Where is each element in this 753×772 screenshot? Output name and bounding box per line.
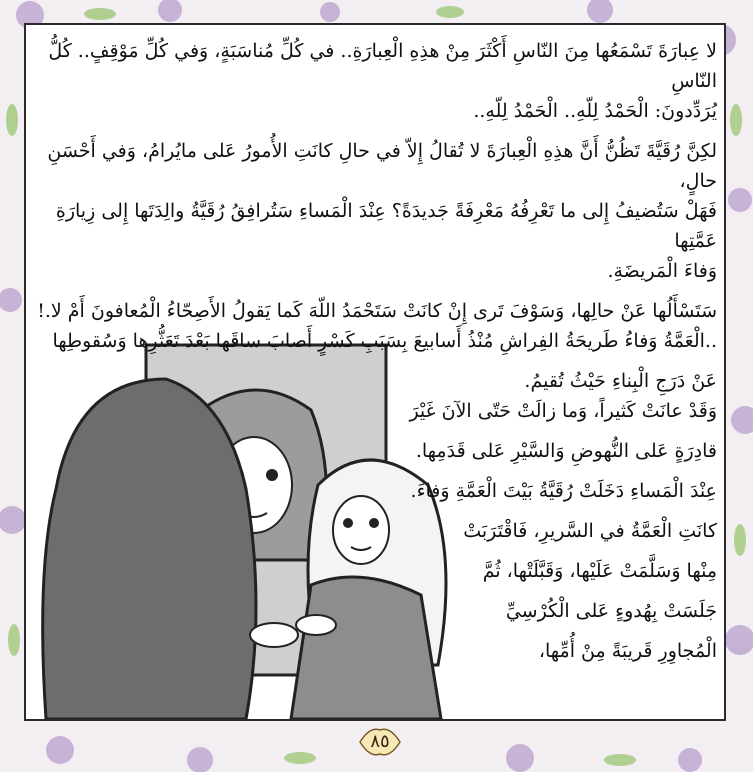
text-line: عَنْ دَرَجِ الْبِناءِ حَيْثُ تُقيمُ. [524,370,717,392]
text-line: سَتَسْأَلُها عَنْ حالِها، وَسَوْفَ تَرى إِنْ كانَتْ سَتَحْمَدُ اللّهَ كَما يَقولُ الأَصِحّاءُ الْمُعافونَ أَمْ لا.! [37,300,717,322]
text-line: مِنْها وَسَلَّمَتْ عَلَيْها، وَقَبَّلَتْها، ثُمَّ [482,560,717,582]
text-line: جَلَسَتْ بِهُدوءٍ عَلى الْكُرْسِيِّ [505,600,717,622]
text-line: وَقَدْ عانَتْ كَثيراً، وَما زالَتْ حَتّى الآنَ غَيْرَ [409,400,717,422]
page-number: ٨٥ [370,731,390,752]
text-line: يُرَدِّدونَ: الْحَمْدُ لِلّهِ.. الْحَمْدُ لِلّهِ.. [473,100,717,122]
text-line: عِنْدَ الْمَساءِ دَخَلَتْ رُقَيَّةُ بَيْتَ الْعَمَّةِ وَفاءَ. [410,480,717,502]
text-line: فَهَلْ سَتُضيفُ إِلى ما تَعْرِفُهُ مَعْرِفَةً جَديدَةً؟ عِنْدَ الْمَساءِ سَتُرافِقُ رُقَيَّةُ والِدَتَها إِلى زِيارَةِ عَمَّتِها [55,200,717,252]
text-line: الْمُجاوِرِ قَريبَةً مِنْ أُمِّها، [538,640,717,662]
story-text [27,36,717,666]
text-line: قادِرَةٍ عَلى النُّهوضِ وَالسَّيْرِ عَلى قَدَمِها. [415,440,717,462]
text-line: كانَتِ الْعَمَّةُ في السَّريرِ، فَاقْتَرَبَتْ [463,520,717,542]
text-line: ..الْعَمَّةُ وَفاءُ طَريحَةُ الفِراشِ مُنْذُ أَسابيعَ بِسَبَبِ كَسْرٍ أَصابَ ساقَها بَعْدَ تَعَثُّرِها وَسُقوطِها [52,330,717,352]
text-line: لكِنَّ رُقَيَّةَ تَظُنُّ أَنَّ هذِهِ الْعِبارَةَ لا تُقالُ إِلاّ في حالِ كانَتِ الأُمورُ عَلى مايُرامُ، وَفي أَحْسَنِ حالٍ، [47,140,717,192]
text-line: وَفاءَ الْمَريضَةِ. [607,260,717,282]
text-line: لا عِبارَةَ تَسْمَعُها مِنَ النّاسِ أَكْثَرَ مِنْ هذِهِ الْعِبارَةِ.. في كُلِّ مُناسَبَةٍ، وَفي كُلِّ مَوْقِفٍ.. كُلُّ النّاسِ [48,40,717,92]
